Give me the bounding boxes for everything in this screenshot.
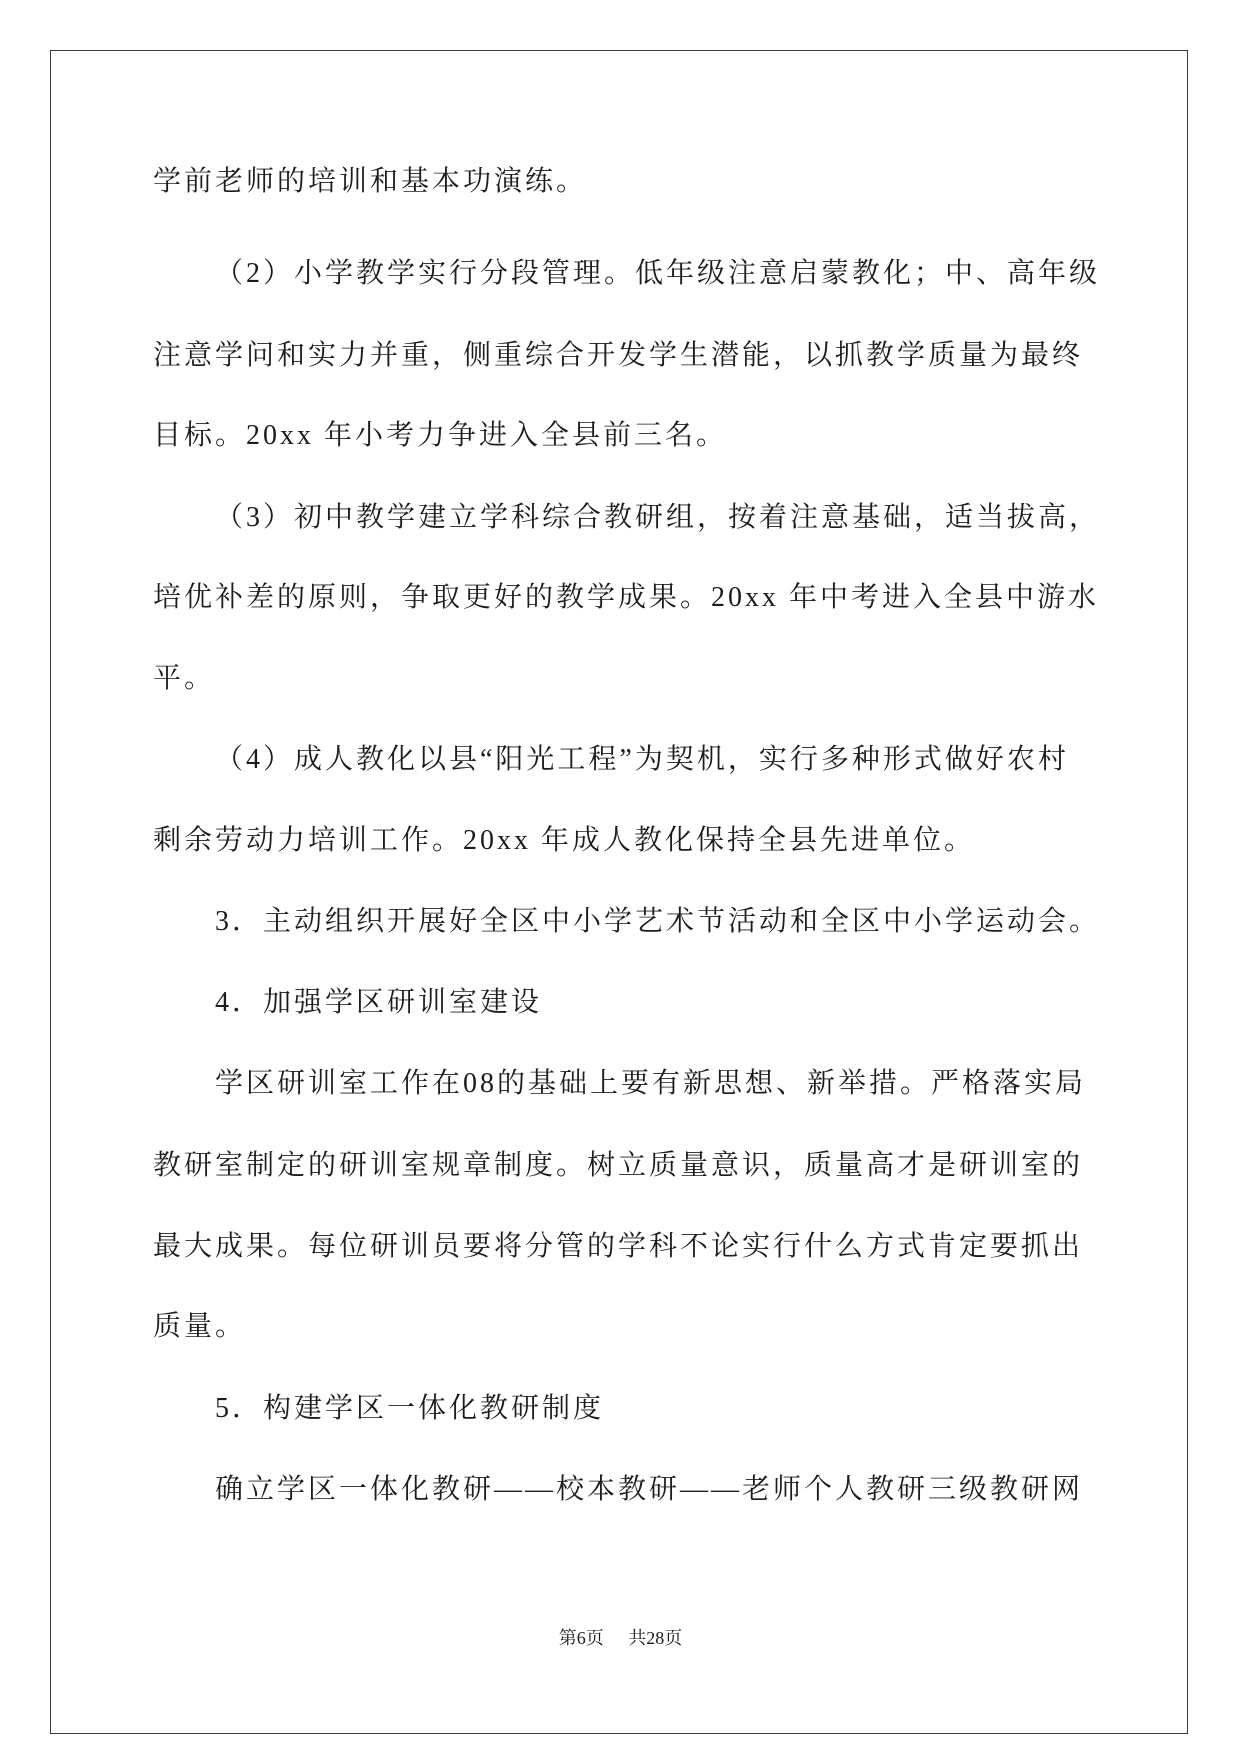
text-line: 学前老师的培训和基本功演练。 — [153, 166, 588, 197]
text-line: 教研室制定的研训室规章制度。树立质量意识，质量高才是研训室的 — [153, 1150, 1084, 1181]
text-line: 最大成果。每位研训员要将分管的学科不论实行什么方式肯定要抓出 — [153, 1231, 1084, 1262]
text-line: （2）小学教学实行分段管理。低年级注意启蒙教化；中、高年级 — [215, 258, 1101, 289]
text-line: 剩余劳动力培训工作。20xx 年成人教化保持全县先进单位。 — [153, 825, 976, 856]
text-line: 平。 — [153, 663, 216, 694]
text-line: 确立学区一体化教研——校本教研——老师个人教研三级教研网 — [215, 1474, 1084, 1505]
text-line: 注意学问和实力并重，侧重综合开发学生潜能，以抓教学质量为最终 — [153, 340, 1084, 371]
text-line: （4）成人教化以县“阳光工程”为契机，实行多种形式做好农村 — [215, 744, 1069, 775]
current-page-number: 第6页 — [558, 1628, 604, 1648]
text-line: 目标。20xx 年小考力争进入全县前三名。 — [153, 420, 728, 451]
text-line: （3）初中教学建立学科综合教研组，按着注意基础，适当拔高， — [215, 502, 1101, 533]
text-line: 培优补差的原则，争取更好的教学成果。20xx 年中考进入全县中游水 — [153, 582, 1100, 613]
section-heading: 3．主动组织开展好全区中小学艺术节活动和全区中小学运动会。 — [215, 906, 1101, 937]
text-line: 质量。 — [153, 1311, 247, 1342]
section-heading: 4．加强学区研训室建设 — [215, 987, 543, 1018]
total-page-count: 共28页 — [628, 1628, 683, 1648]
text-line: 学区研训室工作在08的基础上要有新思想、新举措。严格落实局 — [215, 1068, 1087, 1099]
page-footer — [0, 1626, 1241, 1650]
section-heading: 5．构建学区一体化教研制度 — [215, 1393, 605, 1424]
